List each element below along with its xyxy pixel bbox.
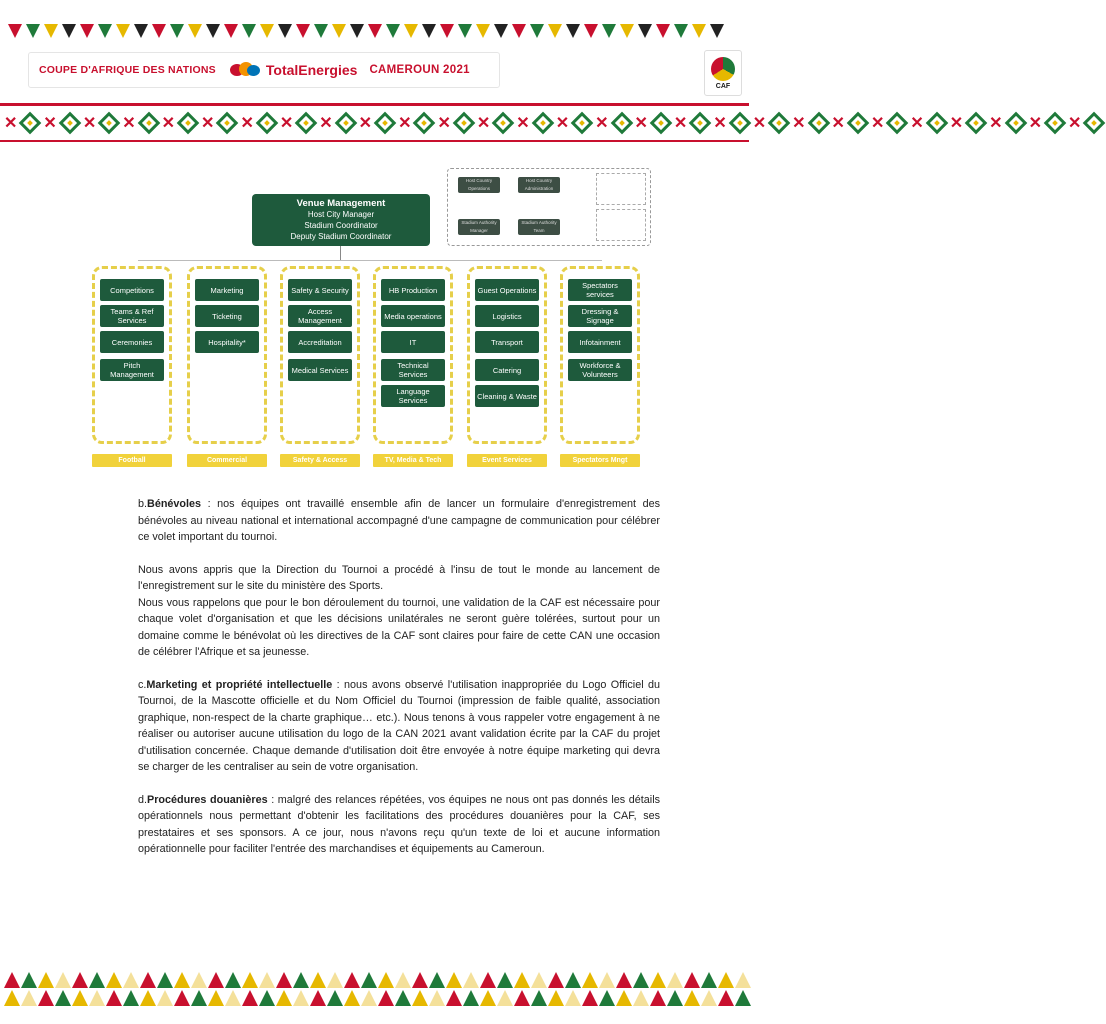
caf-logo xyxy=(704,50,742,96)
function-box: IT xyxy=(381,331,445,353)
triangle-ornament xyxy=(123,990,139,1006)
cross-ornament: ✕ xyxy=(161,115,176,132)
triangle-ornament xyxy=(174,990,190,1006)
triangle-ornament xyxy=(38,972,54,988)
diamond-ornament xyxy=(177,112,200,135)
triangle-ornament xyxy=(565,990,581,1006)
sponsor-name: TotalEnergies xyxy=(265,62,358,78)
diamond-ornament xyxy=(98,112,121,135)
triangle-row xyxy=(4,972,745,990)
cross-ornament: ✕ xyxy=(634,115,648,132)
venue-management-title: Venue Management xyxy=(296,198,386,209)
cross-ornament: ✕ xyxy=(240,115,254,132)
triangle-ornament xyxy=(548,972,564,988)
cross-ornament: ✕ xyxy=(831,115,845,132)
triangle-ornament xyxy=(710,24,724,38)
triangle-ornament xyxy=(429,990,445,1006)
paragraph: Nous vous rappelons que pour le bon déroulement du tournoi, une validation de la CAF est nécessaire pour chaque volet d'organisation et que les décisions unilatérales ne seront guère tolérées, surtout pour un domaine comme le bénévolat où les directives de la CAF sont claires pour faire de cette CAN une occasion de célébrer l'Afrique et sa jeunesse. xyxy=(138,596,660,658)
diamond-ornament xyxy=(492,112,515,135)
diamond-ornament xyxy=(650,112,673,135)
triangle-ornament xyxy=(296,24,310,38)
diamond-ornament xyxy=(768,112,791,135)
triangle-ornament xyxy=(106,972,122,988)
functional-area-column xyxy=(373,266,453,444)
function-box: Ticketing xyxy=(195,305,259,327)
functional-area-column xyxy=(92,266,172,444)
triangle-ornament xyxy=(582,972,598,988)
triangle-ornament xyxy=(55,990,71,1006)
triangle-ornament xyxy=(361,972,377,988)
triangle-ornament xyxy=(656,24,670,38)
triangle-ornament xyxy=(278,24,292,38)
mini-notes xyxy=(596,209,646,241)
function-box: Cleaning & Waste xyxy=(475,385,539,407)
functional-area-tag: Safety & Access xyxy=(280,454,360,467)
functional-area-tag: Football xyxy=(92,454,172,467)
triangle-ornament xyxy=(314,24,328,38)
function-box: Ceremonies xyxy=(100,331,164,353)
diamond-ornament xyxy=(847,112,870,135)
triangle-ornament xyxy=(548,990,564,1006)
triangle-ornament xyxy=(531,990,547,1006)
triangle-ornament xyxy=(548,24,562,38)
triangle-ornament xyxy=(497,990,513,1006)
diamond-ornament xyxy=(256,112,279,135)
triangle-ornament xyxy=(480,972,496,988)
triangle-ornament xyxy=(55,972,71,988)
triangle-ornament xyxy=(327,990,343,1006)
cross-ornament: ✕ xyxy=(949,115,964,132)
divider-line xyxy=(0,103,749,106)
venue-management-line: Stadium Coordinator xyxy=(304,221,378,230)
sponsor-logo xyxy=(230,62,358,78)
triangle-ornament xyxy=(718,972,734,988)
triangle-ornament xyxy=(106,990,122,1006)
triangle-ornament xyxy=(667,972,683,988)
diamond-ornament xyxy=(610,112,633,135)
triangle-ornament xyxy=(735,990,751,1006)
function-box: Catering xyxy=(475,359,539,381)
diamond-pattern-band xyxy=(0,108,1082,138)
triangle-ornament xyxy=(361,990,377,1006)
diamond-ornament xyxy=(807,112,830,135)
cross-ornament: ✕ xyxy=(319,115,333,132)
function-box: Dressing & Signage xyxy=(568,305,632,327)
triangle-ornament xyxy=(242,24,256,38)
diamond-ornament xyxy=(531,112,554,135)
triangle-ornament xyxy=(701,990,717,1006)
triangle-ornament xyxy=(293,990,309,1006)
caf-ball-icon xyxy=(711,57,735,81)
triangle-ornament xyxy=(735,972,751,988)
cross-ornament: ✕ xyxy=(713,115,727,132)
cross-ornament: ✕ xyxy=(1067,115,1082,132)
diamond-ornament xyxy=(19,112,42,135)
diamond-ornament xyxy=(413,112,436,135)
triangle-ornament xyxy=(344,972,360,988)
function-box: Hospitality* xyxy=(195,331,259,353)
triangle-ornament xyxy=(440,24,454,38)
cross-ornament: ✕ xyxy=(476,115,491,132)
triangle-ornament xyxy=(157,972,173,988)
cross-ornament: ✕ xyxy=(398,115,412,132)
function-box: Technical Services xyxy=(381,359,445,381)
triangle-ornament xyxy=(327,972,343,988)
venue-management-box xyxy=(252,194,430,246)
cross-ornament: ✕ xyxy=(279,115,294,132)
caf-logo-label: CAF xyxy=(715,82,731,90)
top-triangle-border xyxy=(8,24,741,40)
triangle-ornament xyxy=(206,24,220,38)
function-box: Media operations xyxy=(381,305,445,327)
cross-ornament: ✕ xyxy=(595,115,609,132)
triangle-ornament xyxy=(259,972,275,988)
triangle-ornament xyxy=(188,24,202,38)
triangle-ornament xyxy=(260,24,274,38)
triangle-ornament xyxy=(378,972,394,988)
triangle-ornament xyxy=(8,24,22,38)
triangle-ornament xyxy=(633,990,649,1006)
divider-line xyxy=(0,140,749,142)
triangle-ornament xyxy=(638,24,652,38)
diamond-ornament xyxy=(886,112,909,135)
triangle-ornament xyxy=(89,990,105,1006)
section-title: Bénévoles xyxy=(147,498,202,510)
function-box: Competitions xyxy=(100,279,164,301)
function-box: Safety & Security xyxy=(288,279,352,301)
triangle-ornament xyxy=(667,990,683,1006)
triangle-ornament xyxy=(463,972,479,988)
triangle-ornament xyxy=(224,24,238,38)
cross-ornament: ✕ xyxy=(792,115,806,132)
triangle-ornament xyxy=(332,24,346,38)
bottom-triangle-border xyxy=(4,972,745,1008)
triangle-ornament xyxy=(134,24,148,38)
triangle-ornament xyxy=(718,990,734,1006)
triangle-ornament xyxy=(429,972,445,988)
function-box: Logistics xyxy=(475,305,539,327)
function-box: Infotainment xyxy=(568,331,632,353)
triangle-ornament xyxy=(276,990,292,1006)
connector-line xyxy=(138,260,602,261)
triangle-ornament xyxy=(701,972,717,988)
diamond-ornament xyxy=(925,112,948,135)
triangle-ornament xyxy=(21,972,37,988)
triangle-ornament xyxy=(26,24,40,38)
triangle-ornament xyxy=(530,24,544,38)
triangle-ornament xyxy=(412,990,428,1006)
triangle-ornament xyxy=(566,24,580,38)
triangle-ornament xyxy=(674,24,688,38)
functional-area-column xyxy=(560,266,640,444)
triangle-ornament xyxy=(684,972,700,988)
triangle-ornament xyxy=(350,24,364,38)
triangle-ornament xyxy=(157,990,173,1006)
triangle-ornament xyxy=(152,24,166,38)
paragraph-benevoles: b.Bénévoles : nos équipes ont travaillé ensemble afin de lancer un formulaire d'enregistrement des bénévoles au niveau national et international accompagné d'une campagne de communication pour célébrer ce volet important du tournoi. xyxy=(138,498,660,543)
triangle-ornament xyxy=(4,972,20,988)
triangle-ornament xyxy=(494,24,508,38)
triangle-ornament xyxy=(344,990,360,1006)
function-box: Marketing xyxy=(195,279,259,301)
triangle-ornament xyxy=(293,972,309,988)
triangle-ornament xyxy=(310,972,326,988)
triangle-ornament xyxy=(599,972,615,988)
diamond-ornament xyxy=(137,112,160,135)
connector-line xyxy=(340,246,341,260)
paragraph-douanes: d.Procédures douanières : malgré des relances répétées, vos équipes ne nous ont pas donnés les détails opérationnels nous permettant d'obtenir les facilitations des procédures douanières pour la CAF, ses prestataires et ses sponsors. A ce jour, nous n'avons reçu qu'un texte de loi et aucune information opérationnelle pour faciliter l'entrée des marchandises et équipements au Cameroun. xyxy=(138,793,660,855)
section-title: Procédures douanières xyxy=(147,793,268,806)
cross-ornament: ✕ xyxy=(43,115,57,132)
triangle-ornament xyxy=(531,972,547,988)
cross-ornament: ✕ xyxy=(122,115,136,132)
diamond-ornament xyxy=(689,112,712,135)
diamond-ornament xyxy=(965,112,988,135)
function-box: HB Production xyxy=(381,279,445,301)
triangle-ornament xyxy=(4,990,20,1006)
diamond-ornament xyxy=(216,112,239,135)
cross-ornament: ✕ xyxy=(989,115,1003,132)
functional-area-column xyxy=(280,266,360,444)
triangle-ornament xyxy=(463,990,479,1006)
triangle-ornament xyxy=(225,972,241,988)
edition-name: CAMEROUN 2021 xyxy=(369,64,470,76)
diamond-ornament xyxy=(1083,112,1106,135)
triangle-ornament xyxy=(80,24,94,38)
functional-area-column xyxy=(187,266,267,444)
function-box: Access Management xyxy=(288,305,352,327)
stadium-authority-diagram xyxy=(447,168,651,246)
diamond-ornament xyxy=(571,112,594,135)
letter-body xyxy=(138,496,660,874)
cross-ornament: ✕ xyxy=(1028,115,1042,132)
functional-area-column xyxy=(467,266,547,444)
diamond-ornament xyxy=(334,112,357,135)
triangle-ornament xyxy=(458,24,472,38)
function-box: Accreditation xyxy=(288,331,352,353)
diamond-ornament xyxy=(1044,112,1067,135)
cross-ornament: ✕ xyxy=(4,115,18,132)
triangle-ornament xyxy=(582,990,598,1006)
functional-area-tag: Commercial xyxy=(187,454,267,467)
venue-management-line: Deputy Stadium Coordinator xyxy=(290,232,392,241)
triangle-ornament xyxy=(368,24,382,38)
triangle-ornament xyxy=(116,24,130,38)
triangle-row xyxy=(4,990,745,1008)
triangle-ornament xyxy=(38,990,54,1006)
function-box: Spectators services xyxy=(568,279,632,301)
competition-name: COUPE D'AFRIQUE DES NATIONS xyxy=(39,64,216,76)
triangle-ornament xyxy=(242,990,258,1006)
paragraph: Nous avons appris que la Direction du Tournoi a procédé à l'insu de tout le monde au lancement de l'enregistrement sur le site du ministère des Sports. xyxy=(138,563,660,592)
triangle-ornament xyxy=(72,990,88,1006)
triangle-ornament xyxy=(650,990,666,1006)
triangle-ornament xyxy=(62,24,76,38)
triangle-ornament xyxy=(21,990,37,1006)
diamond-ornament xyxy=(58,112,81,135)
triangle-ornament xyxy=(259,990,275,1006)
cross-ornament: ✕ xyxy=(201,115,215,132)
diamond-ornament xyxy=(1004,112,1027,135)
triangle-ornament xyxy=(422,24,436,38)
venue-management-line: Host City Manager xyxy=(307,210,375,219)
paragraph-marketing: c.Marketing et propriété intellectuelle : nous avons observé l'utilisation inappropriée du Logo Officiel du Tournoi, de la Mascotte officielle et du Nom Officiel du Tournoi (impression de faible qualité, association graphique, non-respect de la charte graphique… etc.). Nous tenons à vous rappeler votre engagement à ne réaliser ou autoriser aucune utilisation du logo de la CAN 2021 avant validation écrite par la CAF du projet d'utilisation concernée. Chaque demande d'utilisation doit être envoyée à notre équipe marketing qui devra se charger de les centraliser au sein de votre organisation. xyxy=(138,678,660,773)
mini-box: Host Country Administration xyxy=(518,177,560,193)
triangle-ornament xyxy=(395,972,411,988)
triangle-ornament xyxy=(191,990,207,1006)
triangle-ornament xyxy=(684,990,700,1006)
triangle-ornament xyxy=(480,990,496,1006)
function-box: Guest Operations xyxy=(475,279,539,301)
triangle-ornament xyxy=(140,972,156,988)
triangle-ornament xyxy=(276,972,292,988)
triangle-ornament xyxy=(123,972,139,988)
triangle-ornament xyxy=(616,990,632,1006)
mini-box: Stadium Authority Manager xyxy=(458,219,500,235)
cross-ornament: ✕ xyxy=(82,115,97,132)
triangle-ornament xyxy=(404,24,418,38)
section-title: Marketing et propriété intellectuelle xyxy=(146,678,333,691)
triangle-ornament xyxy=(72,972,88,988)
triangle-ornament xyxy=(476,24,490,38)
mini-notes xyxy=(596,173,646,205)
function-box: Transport xyxy=(475,331,539,353)
mini-box: Host Country Operations xyxy=(458,177,500,193)
triangle-ornament xyxy=(89,972,105,988)
function-box: Pitch Management xyxy=(100,359,164,381)
diamond-ornament xyxy=(728,112,751,135)
header-banner xyxy=(28,52,500,88)
cross-ornament: ✕ xyxy=(870,115,885,132)
triangle-ornament xyxy=(446,972,462,988)
triangle-ornament xyxy=(310,990,326,1006)
cross-ornament: ✕ xyxy=(910,115,924,132)
triangle-ornament xyxy=(616,972,632,988)
triangle-ornament xyxy=(386,24,400,38)
triangle-ornament xyxy=(378,990,394,1006)
triangle-ornament xyxy=(584,24,598,38)
triangle-ornament xyxy=(650,972,666,988)
function-box: Teams & Ref Services xyxy=(100,305,164,327)
diamond-ornament xyxy=(374,112,397,135)
cross-ornament: ✕ xyxy=(358,115,373,132)
triangle-ornament xyxy=(692,24,706,38)
totalenergies-logo-icon xyxy=(230,62,262,78)
triangle-ornament xyxy=(170,24,184,38)
function-box: Workforce & Volunteers xyxy=(568,359,632,381)
functional-area-tag: TV, Media & Tech xyxy=(373,454,453,467)
triangle-ornament xyxy=(140,990,156,1006)
cross-ornament: ✕ xyxy=(437,115,451,132)
cross-ornament: ✕ xyxy=(673,115,688,132)
triangle-ornament xyxy=(412,972,428,988)
cross-ornament: ✕ xyxy=(516,115,530,132)
triangle-ornament xyxy=(174,972,190,988)
mini-box: Stadium Authority Team xyxy=(518,219,560,235)
triangle-ornament xyxy=(620,24,634,38)
triangle-ornament xyxy=(565,972,581,988)
functional-area-tag: Event Services xyxy=(467,454,547,467)
cross-ornament: ✕ xyxy=(752,115,767,132)
triangle-ornament xyxy=(225,990,241,1006)
triangle-ornament xyxy=(242,972,258,988)
triangle-ornament xyxy=(633,972,649,988)
triangle-ornament xyxy=(98,24,112,38)
triangle-ornament xyxy=(44,24,58,38)
triangle-ornament xyxy=(602,24,616,38)
cross-ornament: ✕ xyxy=(555,115,570,132)
triangle-ornament xyxy=(208,990,224,1006)
diamond-ornament xyxy=(453,112,476,135)
triangle-ornament xyxy=(446,990,462,1006)
function-box: Language Services xyxy=(381,385,445,407)
triangle-ornament xyxy=(208,972,224,988)
triangle-ornament xyxy=(395,990,411,1006)
triangle-ornament xyxy=(599,990,615,1006)
triangle-ornament xyxy=(497,972,513,988)
triangle-ornament xyxy=(191,972,207,988)
diamond-ornament xyxy=(295,112,318,135)
triangle-ornament xyxy=(514,972,530,988)
function-box: Medical Services xyxy=(288,359,352,381)
functional-area-tag: Spectators Mngt xyxy=(560,454,640,467)
triangle-ornament xyxy=(514,990,530,1006)
triangle-ornament xyxy=(512,24,526,38)
